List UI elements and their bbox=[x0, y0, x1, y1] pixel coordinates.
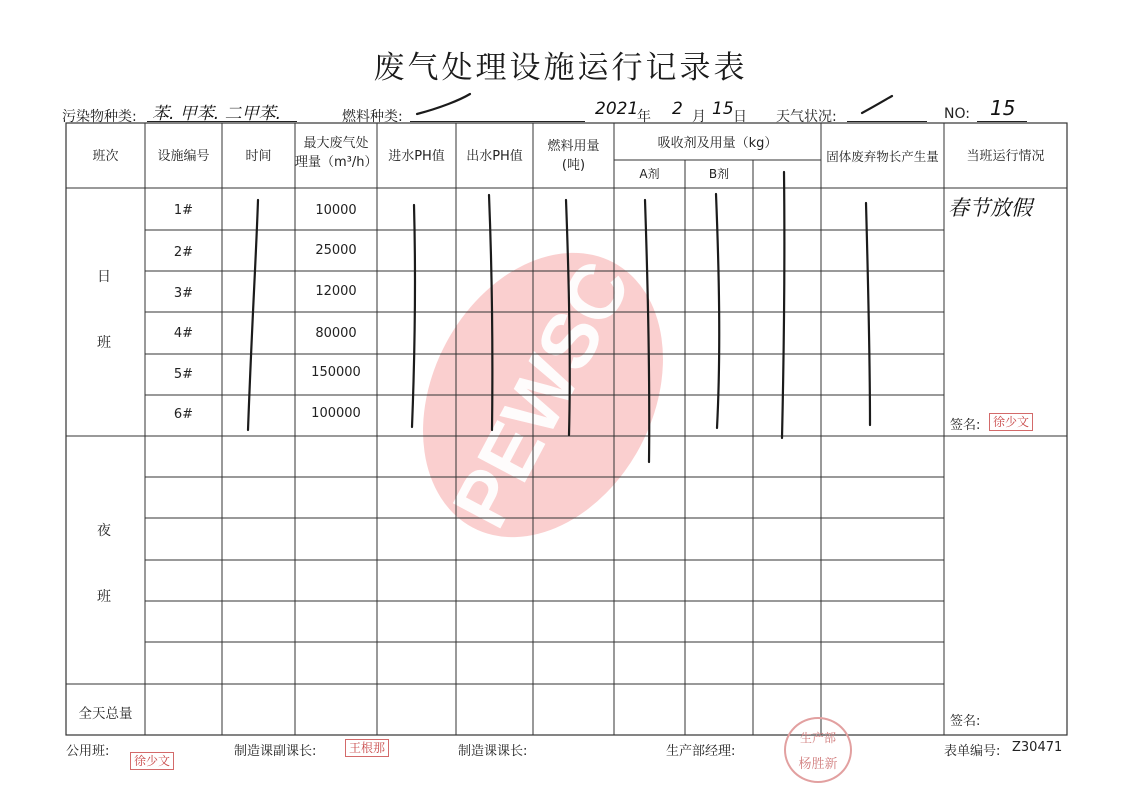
row-4-facility: 4# bbox=[173, 326, 194, 341]
manager-seal-bottom: 杨胜新 bbox=[798, 757, 838, 772]
header-status: 当班运行情况 bbox=[966, 149, 1045, 164]
header-max-gas-line2: 理量（m³/h） bbox=[295, 154, 378, 170]
header-facility: 设施编号 bbox=[157, 149, 210, 164]
agent-b-strikethrough bbox=[716, 194, 719, 428]
date-day-label: 日 bbox=[733, 109, 747, 125]
day-sign-label: 签名: bbox=[950, 418, 981, 433]
date-year: 2021 bbox=[595, 99, 639, 119]
header-time: 时间 bbox=[245, 149, 272, 164]
row-6-facility: 6# bbox=[173, 407, 194, 422]
day-signer-stamp: 徐少文 bbox=[989, 413, 1033, 431]
pollutant-value: 苯. 甲苯. 二甲苯. bbox=[152, 104, 282, 124]
no-label: NO: bbox=[944, 106, 970, 122]
header-ph-out: 出水PH值 bbox=[466, 149, 523, 164]
public-shift-stamp: 徐少文 bbox=[130, 752, 174, 770]
extra-col-strikethrough bbox=[782, 172, 784, 438]
header-fuel bbox=[533, 138, 614, 176]
row-4-max-gas: 80000 bbox=[315, 326, 357, 341]
row-6-max-gas: 100000 bbox=[311, 406, 361, 421]
form-title: 废气处理设施运行记录表 bbox=[373, 50, 748, 86]
row-1-max-gas: 10000 bbox=[315, 203, 357, 218]
row-2-max-gas: 25000 bbox=[315, 243, 357, 258]
night-sign-label: 签名: bbox=[950, 714, 981, 729]
deputy-chief-label: 制造课副课长: bbox=[234, 744, 317, 759]
fuel-label: 燃料种类: bbox=[342, 109, 403, 125]
header-max-gas-line1: 最大废气处 bbox=[303, 136, 369, 151]
row-3-facility: 3# bbox=[173, 286, 194, 301]
date-month: 2 bbox=[672, 99, 683, 119]
weather-dash bbox=[862, 96, 892, 113]
row-2-facility: 2# bbox=[173, 245, 194, 260]
row-3-max-gas: 12000 bbox=[315, 284, 357, 299]
row-5-facility: 5# bbox=[173, 367, 194, 382]
day-shift-char1: 日 bbox=[97, 269, 111, 285]
weather-label: 天气状况: bbox=[776, 109, 837, 125]
header-agent-a: A剂 bbox=[639, 167, 660, 181]
row-5-max-gas: 150000 bbox=[311, 365, 361, 380]
ph-in-strikethrough bbox=[412, 205, 415, 427]
form-number-value: Z30471 bbox=[1012, 740, 1063, 755]
manager-seal bbox=[784, 717, 852, 783]
date-year-label: 年 bbox=[637, 109, 651, 125]
day-shift-char2: 班 bbox=[97, 335, 111, 351]
form-number-label: 表单编号: bbox=[944, 744, 1001, 759]
header-agent-b: B剂 bbox=[708, 167, 730, 181]
header-shift: 班次 bbox=[92, 149, 119, 164]
night-shift-char1: 夜 bbox=[97, 523, 111, 539]
night-shift-char2: 班 bbox=[97, 589, 111, 605]
row-1-facility: 1# bbox=[173, 203, 194, 218]
fuel-dash bbox=[417, 94, 470, 114]
header-fuel-line1: 燃料用量 bbox=[547, 139, 600, 154]
chief-label: 制造课课长: bbox=[458, 744, 528, 759]
date-month-label: 月 bbox=[692, 109, 706, 125]
public-shift-label: 公用班: bbox=[66, 744, 110, 759]
header-ph-in: 进水PH值 bbox=[388, 149, 445, 164]
svg-text:PEWSC: PEWSC bbox=[435, 247, 648, 541]
day-status-note: 春节放假 bbox=[948, 196, 1032, 220]
solid-waste-strikethrough bbox=[866, 203, 870, 425]
no-value: 15 bbox=[990, 96, 1016, 120]
deputy-chief-stamp: 王根那 bbox=[345, 739, 389, 757]
total-label: 全天总量 bbox=[78, 706, 133, 722]
manager-seal-top: 生产部 bbox=[799, 731, 836, 745]
header-max-gas bbox=[295, 135, 377, 173]
pollutant-label: 污染物种类: bbox=[62, 109, 137, 125]
header-solid-waste: 固体废弃物长产生量 bbox=[826, 149, 939, 164]
manager-label: 生产部经理: bbox=[666, 744, 736, 759]
header-absorbent: 吸收剂及用量（kg） bbox=[657, 136, 778, 151]
header-fuel-line2: (吨) bbox=[561, 157, 586, 173]
date-day: 15 bbox=[712, 99, 734, 119]
